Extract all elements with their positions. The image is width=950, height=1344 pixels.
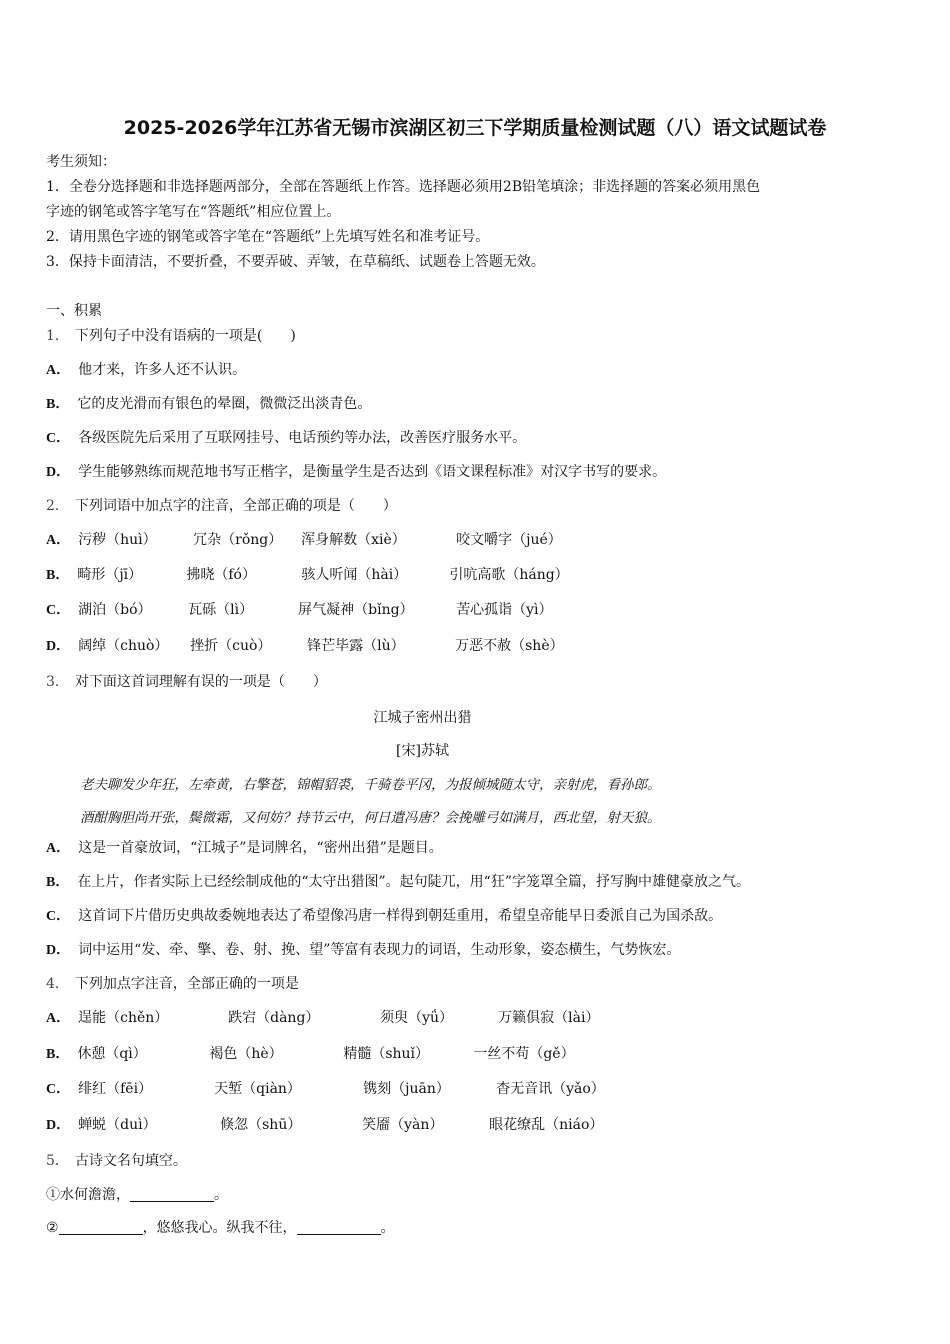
q4-option-a bbox=[46, 1009, 599, 1028]
notice-item-1: 1．全卷分选择题和非选择题两部分，全部在答题纸上作答。选择题必须用2B铅笔填涂；非选择题的答案必须用黑色 bbox=[46, 179, 761, 195]
option-letter: B． bbox=[46, 397, 70, 412]
poem-title: 江城子密州出猎 bbox=[373, 710, 472, 726]
question-2-stem bbox=[46, 497, 397, 515]
fill-text: ② bbox=[46, 1220, 59, 1236]
option-letter: D． bbox=[46, 1118, 71, 1133]
q1-option-c bbox=[46, 429, 526, 448]
option-letter: A． bbox=[46, 841, 71, 856]
word-item: 畸形（jī） bbox=[77, 567, 143, 583]
q4-option-d bbox=[46, 1116, 603, 1135]
notice-item-1-cont: 字迹的钢笔或答字笔写在“答题纸”相应位置上。 bbox=[46, 204, 341, 220]
answer-blank[interactable] bbox=[59, 1220, 143, 1235]
word-item: 锋芒毕露（lù） bbox=[307, 638, 405, 654]
word-item: 精髓（shuǐ） bbox=[343, 1046, 430, 1062]
option-letter: B． bbox=[46, 875, 70, 890]
option-text: 各级医院先后采用了互联网挂号、电话预约等办法，改善医疗服务水平。 bbox=[78, 430, 527, 446]
question-number: 1． bbox=[46, 328, 69, 344]
option-letter: D． bbox=[46, 639, 71, 654]
q3-option-b bbox=[46, 873, 750, 892]
option-letter: D． bbox=[46, 465, 71, 480]
q2-option-c bbox=[46, 601, 553, 620]
question-number: 4． bbox=[46, 976, 69, 992]
word-item: 万恶不赦（shè） bbox=[455, 638, 564, 654]
option-letter: D． bbox=[46, 943, 71, 958]
answer-blank[interactable] bbox=[130, 1187, 214, 1202]
word-item: 天堑（qiàn） bbox=[214, 1081, 301, 1097]
q2-option-a bbox=[46, 531, 562, 550]
fill-blank-line-1 bbox=[46, 1186, 228, 1204]
option-letter: B． bbox=[46, 568, 70, 583]
option-text: 他才来，许多人还不认识。 bbox=[78, 362, 247, 378]
answer-blank[interactable] bbox=[297, 1220, 381, 1235]
question-text: 古诗文名句填空。 bbox=[74, 1153, 187, 1169]
q1-option-a bbox=[46, 361, 246, 380]
word-item: 拂晓（fó） bbox=[186, 567, 256, 583]
question-4-stem bbox=[46, 975, 299, 993]
word-item: 休憩（qì） bbox=[77, 1046, 147, 1062]
word-item: 褐色（hè） bbox=[209, 1046, 283, 1062]
word-item: 杳无音讯（yǎo） bbox=[496, 1081, 605, 1097]
question-5-stem bbox=[46, 1152, 187, 1170]
question-number: 3． bbox=[46, 674, 69, 690]
word-item: 镌刻（juān） bbox=[363, 1081, 450, 1097]
word-item: 咬文嚼字（jué） bbox=[456, 532, 562, 548]
fill-text: ①水何澹澹， bbox=[46, 1187, 130, 1203]
option-letter: A． bbox=[46, 1011, 71, 1026]
word-item: 跌宕（dàng） bbox=[228, 1010, 320, 1026]
word-item: 屏气凝神（bǐng） bbox=[298, 602, 414, 618]
question-1-stem bbox=[46, 327, 296, 345]
word-item: 污秽（huì） bbox=[78, 532, 157, 548]
word-item: 苦心孤诣（yì） bbox=[456, 602, 553, 618]
option-text: 词中运用“发、牵、擎、卷、射、挽、望”等富有表现力的词语，生动形象，姿态横生，气势恢宏。 bbox=[78, 942, 681, 958]
option-text: 它的皮光滑而有银色的晕圈，微微泛出淡青色。 bbox=[77, 396, 372, 412]
poem-author: [宋]苏轼 bbox=[396, 743, 449, 759]
page-title: 2025-2026学年江苏省无锡市滨湖区初三下学期质量检测试题（八）语文试题试卷 bbox=[123, 117, 827, 139]
option-letter: C． bbox=[46, 1082, 71, 1097]
word-item: 万籁俱寂（lài） bbox=[498, 1010, 600, 1026]
question-text: 下列加点字注音，全部正确的一项是 bbox=[74, 976, 299, 992]
question-text: 对下面这首词理解有误的一项是（ ） bbox=[74, 674, 327, 690]
option-letter: B． bbox=[46, 1047, 70, 1062]
section-heading: 一、积累 bbox=[46, 303, 102, 319]
word-item: 倏忽（shū） bbox=[220, 1117, 302, 1133]
q1-option-b bbox=[46, 395, 371, 414]
notice-item-3: 3．保持卡面清洁，不要折叠，不要弄破、弄皱，在草稿纸、试题卷上答题无效。 bbox=[46, 254, 545, 270]
question-text: 下列词语中加点字的注音，全部正确的项是（ ） bbox=[74, 498, 397, 514]
word-item: 阔绰（chuò） bbox=[78, 638, 169, 654]
question-text: 下列句子中没有语病的一项是( ) bbox=[74, 328, 296, 344]
question-number: 5． bbox=[46, 1153, 69, 1169]
word-item: 湖泊（bó） bbox=[78, 602, 152, 618]
word-item: 笑靥（yàn） bbox=[362, 1117, 444, 1133]
word-item: 蝉蜕（duì） bbox=[78, 1117, 157, 1133]
option-text: 这首词下片借历史典故委婉地表达了希望像冯唐一样得到朝廷重用，希望皇帝能早日委派自己为国杀敌。 bbox=[78, 908, 723, 924]
notice-heading: 考生须知： bbox=[46, 154, 116, 170]
option-letter: A． bbox=[46, 363, 71, 378]
option-text: 在上片，作者实际上已经绘制成他的“太守出猎图”。起句陡兀，用“狂”字笼罩全篇，抒写胸中雄健豪放之气。 bbox=[77, 874, 750, 890]
word-item: 浑身解数（xiè） bbox=[301, 532, 406, 548]
option-letter: C． bbox=[46, 909, 71, 924]
option-text: 这是一首豪放词，“江城子”是词牌名，“密州出猎”是题目。 bbox=[78, 840, 443, 856]
word-item: 一丝不苟（gě） bbox=[473, 1046, 575, 1062]
poem-line-2: 酒酣胸胆尚开张，鬓微霜，又何妨？持节云中，何日遣冯唐？会挽雕弓如满月，西北望，射天狼。 bbox=[80, 810, 661, 826]
q4-option-b bbox=[46, 1045, 575, 1064]
option-letter: A． bbox=[46, 533, 71, 548]
q2-option-d bbox=[46, 637, 564, 656]
word-item: 逞能（chěn） bbox=[78, 1010, 169, 1026]
word-item: 骇人听闻（hài） bbox=[301, 567, 408, 583]
question-3-stem bbox=[46, 673, 327, 691]
word-item: 挫折（cuò） bbox=[190, 638, 272, 654]
option-letter: C． bbox=[46, 603, 71, 618]
q4-option-c bbox=[46, 1080, 605, 1099]
word-item: 须臾（yǘ） bbox=[380, 1010, 454, 1026]
q2-option-b bbox=[46, 566, 569, 585]
option-letter: C． bbox=[46, 431, 71, 446]
q3-option-a bbox=[46, 839, 443, 858]
option-text: 学生能够熟练而规范地书写正楷字，是衡量学生是否达到《语文课程标准》对汉字书写的要求。 bbox=[78, 464, 667, 480]
fill-text: 。 bbox=[380, 1220, 395, 1236]
word-item: 冗杂（rǒng） bbox=[193, 532, 283, 548]
fill-text: 。 bbox=[214, 1187, 228, 1203]
q3-option-c bbox=[46, 907, 722, 926]
word-item: 眼花缭乱（niáo） bbox=[489, 1117, 604, 1133]
word-item: 绯红（fēi） bbox=[78, 1081, 153, 1097]
question-number: 2． bbox=[46, 498, 69, 514]
word-item: 瓦砾（lì） bbox=[188, 602, 254, 618]
q3-option-d bbox=[46, 941, 680, 960]
fill-blank-line-2 bbox=[46, 1219, 395, 1237]
word-item: 引吭高歌（háng） bbox=[449, 567, 569, 583]
q1-option-d bbox=[46, 463, 666, 482]
poem-line-1: 老夫聊发少年狂，左牵黄，右擎苍，锦帽貂裘，千骑卷平冈，为报倾城随太守，亲射虎，看孙郎。 bbox=[80, 777, 661, 793]
fill-text: ，悠悠我心。纵我不往， bbox=[142, 1220, 297, 1236]
notice-item-2: 2．请用黑色字迹的钢笔或答字笔在“答题纸”上先填写姓名和准考证号。 bbox=[46, 229, 490, 245]
